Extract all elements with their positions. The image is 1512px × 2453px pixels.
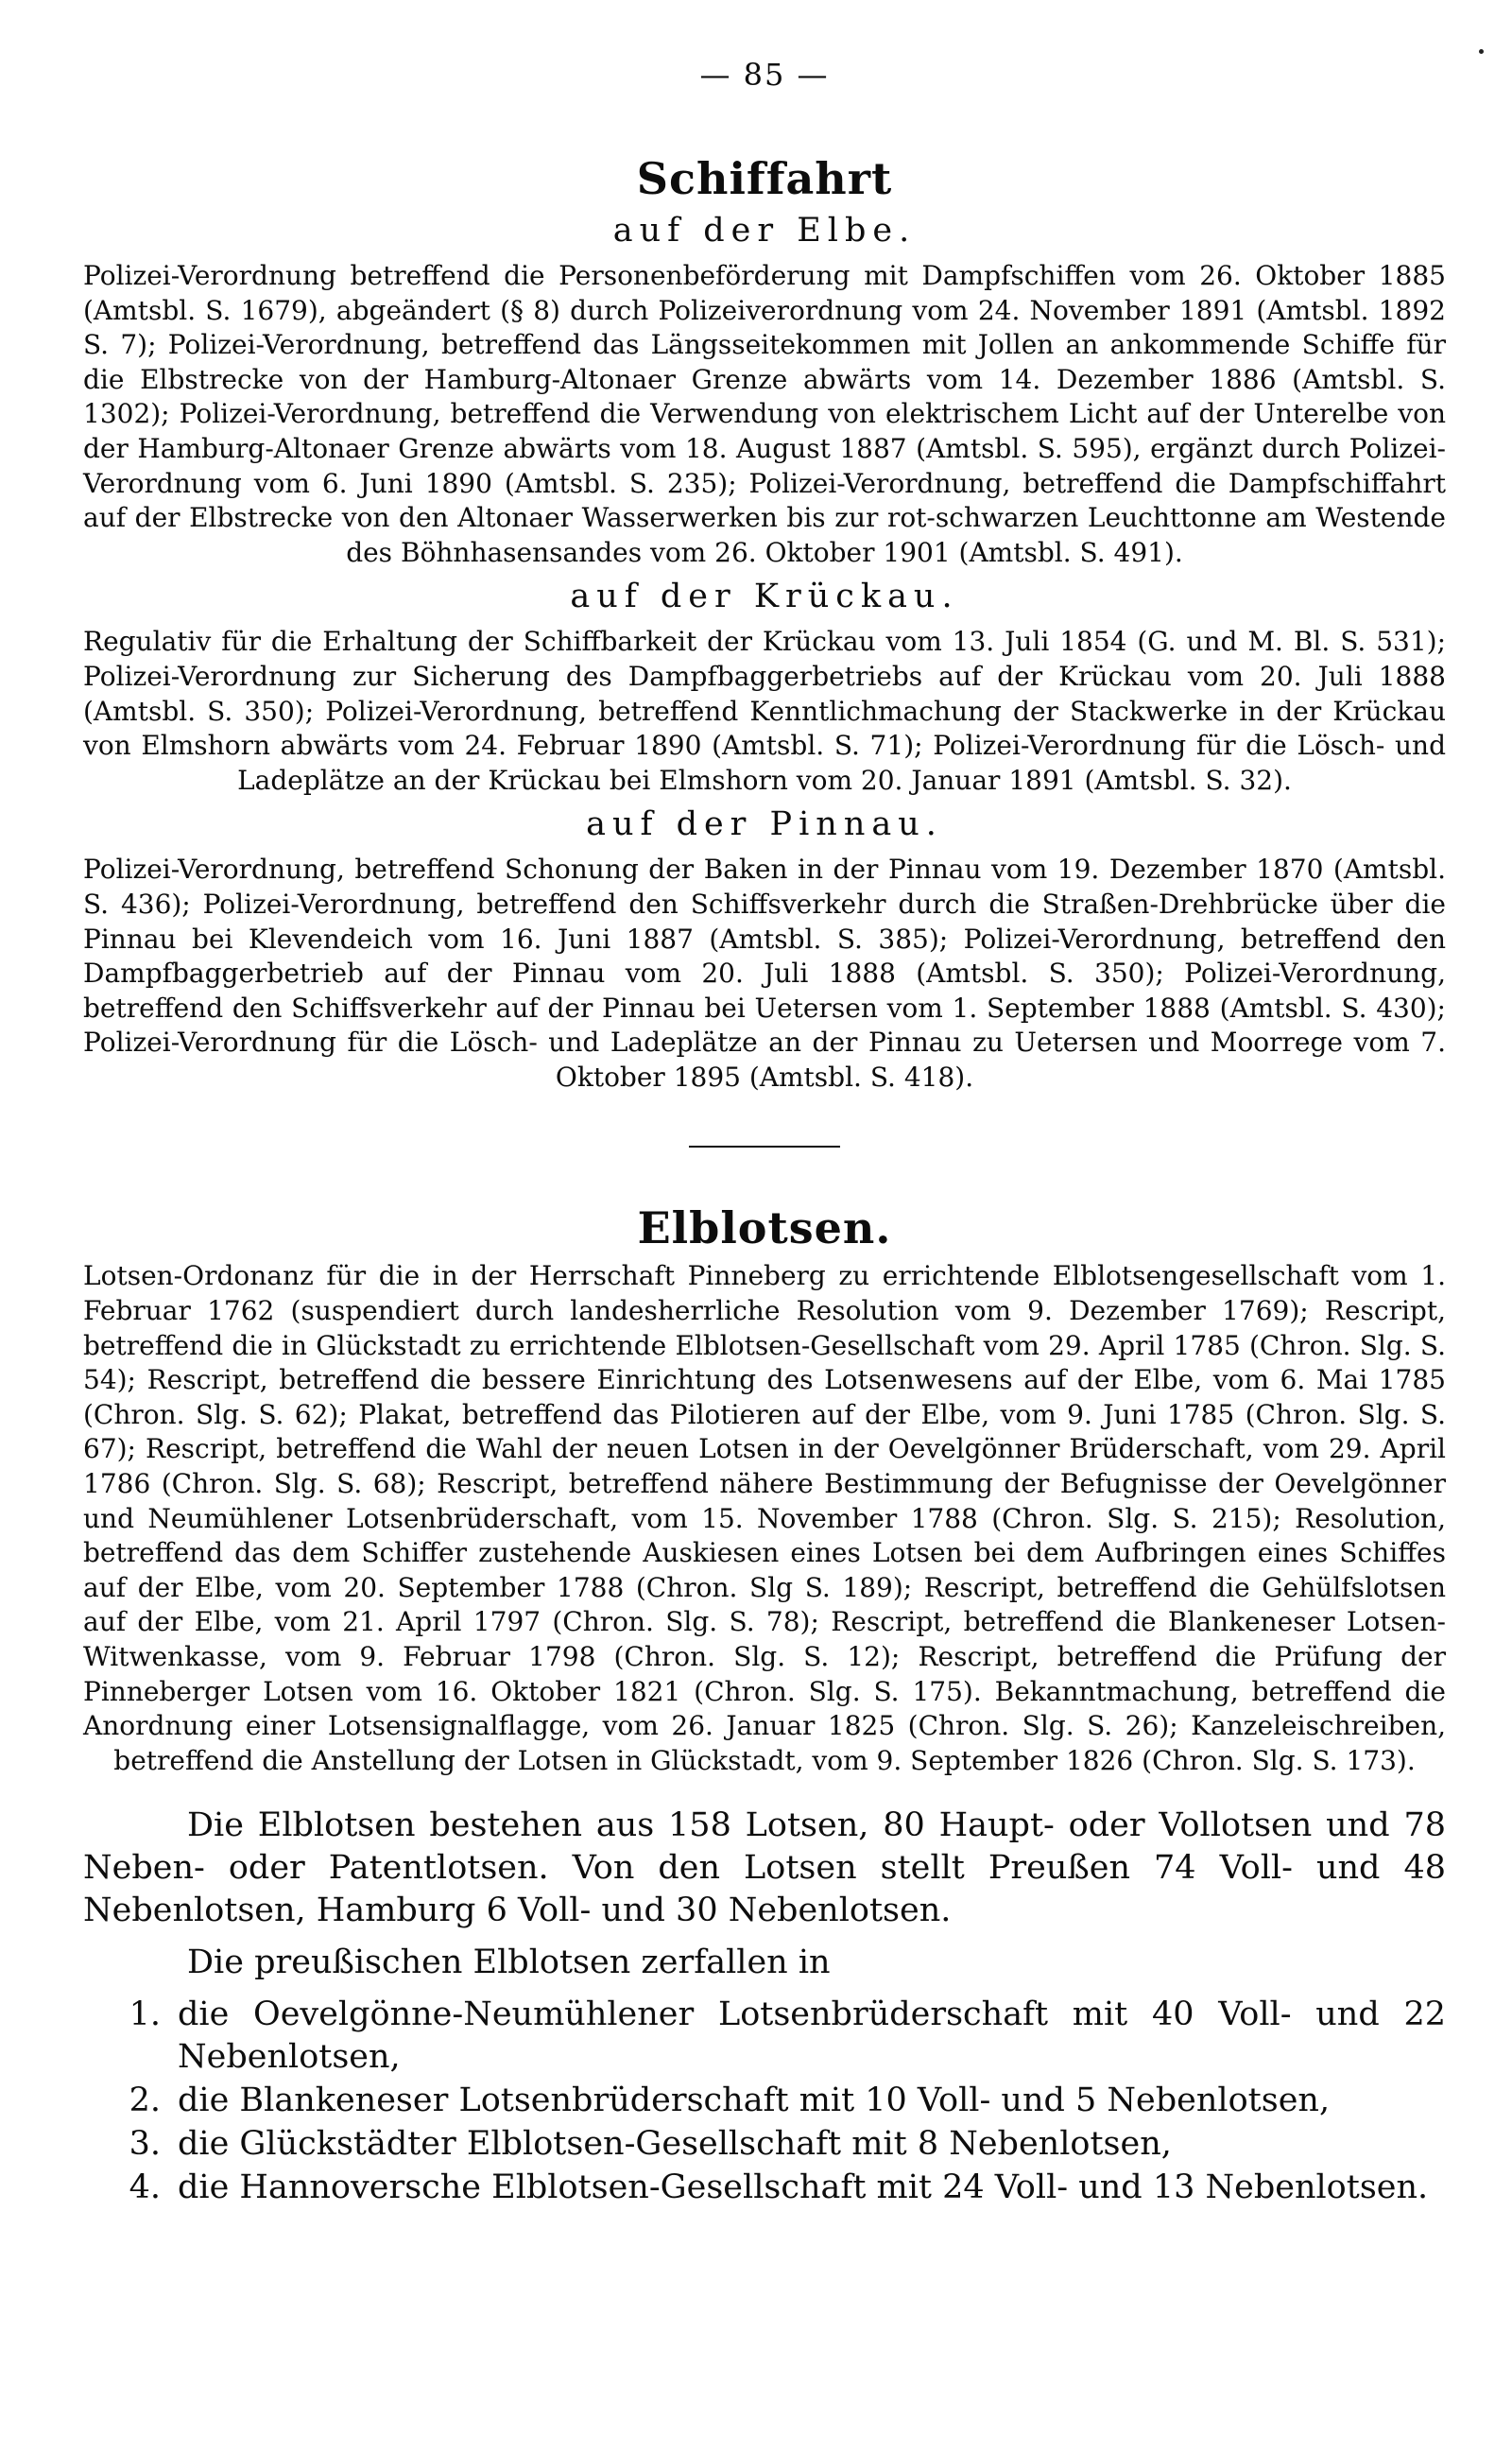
list-item-number: 1.	[129, 1995, 161, 2034]
section-title-elblotsen: Elblotsen.	[637, 1202, 892, 1254]
page-number: — 85 —	[699, 57, 830, 93]
section-divider	[689, 1146, 840, 1148]
list-item	[83, 2080, 1446, 2122]
paragraph-elbe: Polizei-Verordnung betreffend die Personenbeförderung mit Dampfschiffen vom 26. Oktober 1885 (Amtsbl. S. 1679), abgeändert (§ 8) durch Polizeiverordnung vom 24. November 1891 (Amtsbl. 1892 S. 7); Polizei-Verordnung, betreffend das Längsseitekommen mit Jollen an ankommende Schiffe für die Elbstrecke von der Hamburg-Altonaer Grenze abwärts vom 14. Dezember 1886 (Amtsbl. S. 1302); Polizei-Verordnung, betreffend die Verwendung von elektrischem Licht auf der Unterelbe von der Hamburg-Altonaer Grenze abwärts vom 18. August 1887 (Amtsbl. S. 595), ergänzt durch Polizei-Verordnung vom 6. Juni 1890 (Amtsbl. S. 235); Polizei-Verordnung, betreffend die Dampfschiffahrt auf der Elbstrecke von den Altonaer Wasserwerken bis zur rot-schwarzen Leuchttonne am Westende des Böhnhasensandes vom 26. Oktober 1901 (Amtsbl. S. 491).	[83, 260, 1446, 568]
section-title-schiffahrt: Schiffahrt	[636, 153, 893, 204]
subheading-kruckau: auf der Krückau.	[570, 578, 959, 616]
list-item-number: 2.	[129, 2082, 161, 2120]
list-item-text: die Oevelgönne-Neumühlener Lotsenbrüderschaft mit 40 Voll- und 22 Nebenlotsen,	[178, 1995, 1446, 2077]
paragraph-elblotsen-division: Die preußischen Elblotsen zerfallen in	[187, 1943, 831, 1982]
list-item-number: 3.	[129, 2125, 161, 2164]
lotsen-list	[83, 1994, 1446, 2209]
list-item-text: die Hannoversche Elblotsen-Gesellschaft mit 24 Voll- und 13 Nebenlotsen.	[178, 2168, 1429, 2207]
paragraph-pinnau: Polizei-Verordnung, betreffend Schonung der Baken in der Pinnau vom 19. Dezember 1870 (Amtsbl. S. 436); Polizei-Verordnung, betreffend den Schiffsverkehr durch die Straßen-Drehbrücke über die Pinnau bei Klevendeich vom 16. Juni 1887 (Amtsbl. S. 385); Polizei-Verordnung, betreffend den Dampfbaggerbetrieb auf der Pinnau vom 20. Juli 1888 (Amtsbl. S. 350); Polizei-Verordnung, betreffend den Schiffsverkehr auf der Pinnau bei Uetersen vom 1. September 1888 (Amtsbl. S. 430); Polizei-Verordnung für die Lösch- und Ladeplätze an der Pinnau zu Uetersen und Moorrege vom 7. Oktober 1895 (Amtsbl. S. 418).	[83, 854, 1446, 1093]
list-item	[83, 1994, 1446, 2079]
subheading-elbe: auf der Elbe.	[612, 212, 917, 250]
list-item-number: 4.	[129, 2168, 161, 2207]
list-item-text: die Glückstädter Elblotsen-Gesellschaft mit 8 Nebenlotsen,	[178, 2125, 1172, 2164]
list-item	[83, 2167, 1446, 2209]
list-item	[83, 2123, 1446, 2166]
print-speck	[1479, 49, 1484, 54]
paragraph-elblotsen-sources: Lotsen-Ordonanz für die in der Herrschaft Pinneberg zu errichtende Elblotsengesellschaft vom 1. Februar 1762 (suspendiert durch landesherrliche Resolution vom 9. Dezember 1769); Rescript, betreffend die in Glückstadt zu errichtende Elblotsen-Gesellschaft vom 29. April 1785 (Chron. Slg. S. 54); Rescript, betreffend die bessere Einrichtung des Lotsenwesens auf der Elbe, vom 6. Mai 1785 (Chron. Slg. S. 62); Plakat, betreffend das Pilotieren auf der Elbe, vom 9. Juni 1785 (Chron. Slg. S. 67); Rescript, betreffend die Wahl der neuen Lotsen in der Oevelgönner Brüderschaft, vom 29. April 1786 (Chron. Slg. S. 68); Rescript, betreffend nähere Bestimmung der Befugnisse der Oevelgönner und Neumühlener Lotsenbrüderschaft, vom 15. November 1788 (Chron. Slg. S. 215); Resolution, betreffend das dem Schiffer zustehende Auskiesen eines Lotsen bei dem Aufbringen eines Schiffes auf der Elbe, vom 20. September 1788 (Chron. Slg S. 189); Rescript, betreffend die Gehülfslotsen auf der Elbe, vom 21. April 1797 (Chron. Slg. S. 78); Rescript, betreffend die Blankeneser Lotsen-Witwenkasse, vom 9. Februar 1798 (Chron. Slg. S. 12); Rescript, betreffend die Prüfung der Pinneberger Lotsen vom 16. Oktober 1821 (Chron. Slg. S. 175). Bekanntmachung, betreffend die Anordnung einer Lotsensignalflagge, vom 26. Januar 1825 (Chron. Slg. S. 26); Kanzeleischreiben, betreffend die Anstellung der Lotsen in Glückstadt, vom 9. September 1826 (Chron. Slg. S. 173).	[83, 1260, 1446, 1776]
section-schiffahrt	[83, 153, 1446, 1095]
section-elblotsen	[83, 1202, 1446, 2209]
paragraph-kruckau: Regulativ für die Erhaltung der Schiffbarkeit der Krückau vom 13. Juli 1854 (G. und M. Bl. S. 531); Polizei-Verordnung zur Sicherung des Dampfbaggerbetriebs auf der Krückau vom 20. Juli 1888 (Amtsbl. S. 350); Polizei-Verordnung, betreffend Kenntlichmachung der Stackwerke in der Krückau von Elmshorn abwärts vom 24. Februar 1890 (Amtsbl. S. 71); Polizei-Verordnung für die Lösch- und Ladeplätze an der Krückau bei Elmshorn vom 20. Januar 1891 (Amtsbl. S. 32).	[83, 626, 1446, 796]
paragraph-elblotsen-count: Die Elblotsen bestehen aus 158 Lotsen, 80 Haupt- oder Vollotsen und 78 Neben- oder Patentlotsen. Von den Lotsen stellt Preußen 74 Voll- und 48 Nebenlotsen, Hamburg 6 Voll- und 30 Nebenlotsen.	[83, 1806, 1446, 1930]
list-item-text: die Blankeneser Lotsenbrüderschaft mit 10 Voll- und 5 Nebenlotsen,	[178, 2082, 1331, 2120]
subheading-pinnau: auf der Pinnau.	[586, 805, 943, 844]
